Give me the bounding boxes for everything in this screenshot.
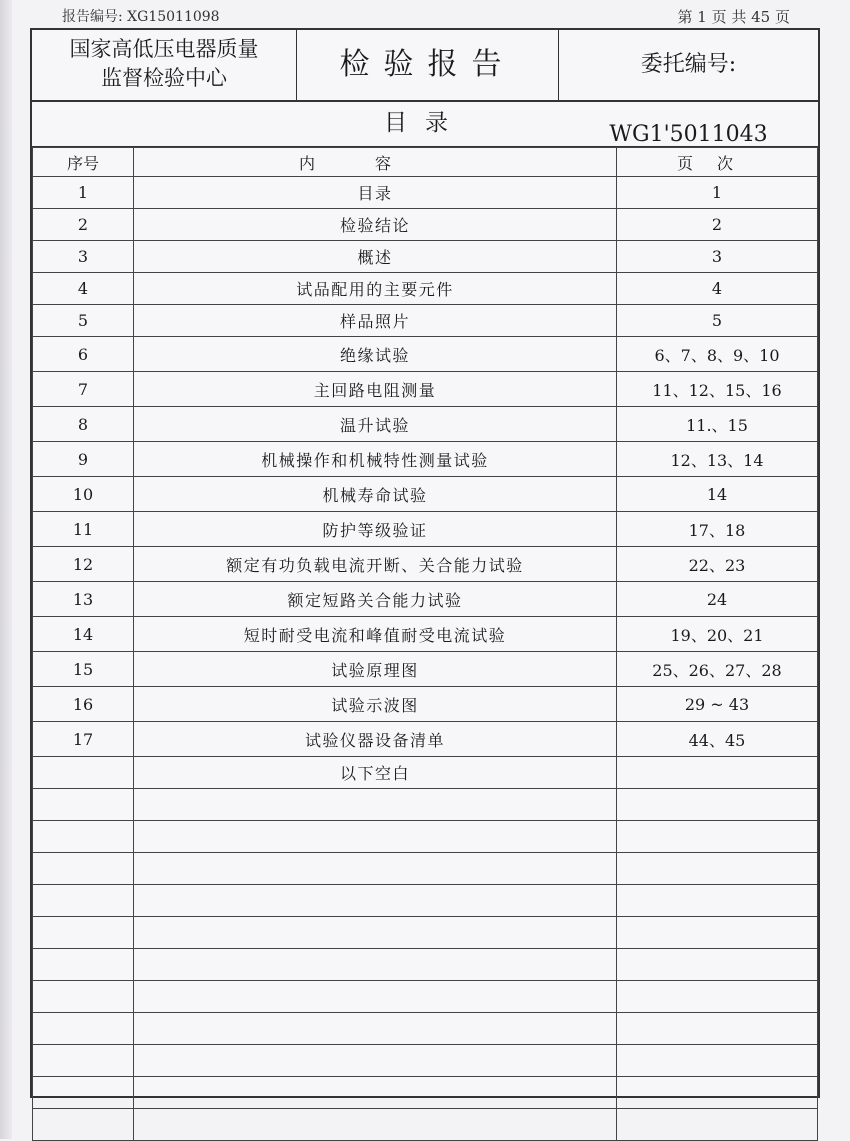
toc-row-content: 样品照片 xyxy=(134,305,617,337)
toc-row-pages: 5 xyxy=(617,305,818,337)
toc-row-pages: 2 xyxy=(617,209,818,241)
toc-row-pages: 17、18 xyxy=(617,512,818,547)
report-title: 检验报告 xyxy=(297,30,559,100)
blank-note: 以下空白 xyxy=(134,757,617,789)
toc-row xyxy=(33,241,818,273)
empty-row xyxy=(33,789,818,821)
toc-row xyxy=(33,442,818,477)
empty-row xyxy=(33,821,818,853)
empty-cell xyxy=(33,757,134,789)
toc-row-pages: 19、20、21 xyxy=(617,617,818,652)
toc-row xyxy=(33,652,818,687)
empty-row xyxy=(33,1013,818,1045)
toc-row xyxy=(33,687,818,722)
toc-row-no: 8 xyxy=(33,407,134,442)
empty-cell xyxy=(134,1013,617,1045)
toc-row-pages: 29 ~ 43 xyxy=(617,687,818,722)
empty-cell xyxy=(134,1045,617,1077)
toc-row xyxy=(33,273,818,305)
toc-row-content: 绝缘试验 xyxy=(134,337,617,372)
toc-row xyxy=(33,305,818,337)
empty-row xyxy=(33,853,818,885)
empty-cell xyxy=(33,1109,134,1141)
empty-cell xyxy=(617,789,818,821)
toc-row xyxy=(33,547,818,582)
toc-title: 目录 xyxy=(32,100,818,147)
empty-cell xyxy=(33,917,134,949)
toc-row xyxy=(33,617,818,652)
toc-row xyxy=(33,582,818,617)
empty-cell xyxy=(33,949,134,981)
binding-shadow xyxy=(0,0,12,1139)
empty-cell xyxy=(617,853,818,885)
empty-cell xyxy=(617,885,818,917)
toc-row-no: 13 xyxy=(33,582,134,617)
toc-row xyxy=(33,372,818,407)
empty-cell xyxy=(617,1109,818,1141)
empty-row xyxy=(33,1045,818,1077)
col-header-pages: 页次 xyxy=(617,148,818,177)
toc-row-no: 15 xyxy=(33,652,134,687)
toc-row-pages: 11、12、15、16 xyxy=(617,372,818,407)
toc-row-content: 额定有功负载电流开断、关合能力试验 xyxy=(134,547,617,582)
empty-cell xyxy=(134,1077,617,1109)
page-top-line xyxy=(62,4,790,26)
toc-row-content: 试验仪器设备清单 xyxy=(134,722,617,757)
toc-row-no: 6 xyxy=(33,337,134,372)
empty-cell xyxy=(134,949,617,981)
toc-row-no: 11 xyxy=(33,512,134,547)
toc-row-pages: 4 xyxy=(617,273,818,305)
organization-line-1: 国家高低压电器质量 xyxy=(69,37,259,61)
toc-row-content: 温升试验 xyxy=(134,407,617,442)
toc-row-pages: 24 xyxy=(617,582,818,617)
toc-body xyxy=(33,177,818,1141)
toc-row-content: 主回路电阻测量 xyxy=(134,372,617,407)
commission-number: 委托编号: WG1'5011043 xyxy=(609,52,768,147)
organization-line-2: 监督检验中心 xyxy=(101,66,227,90)
empty-cell xyxy=(617,917,818,949)
empty-cell xyxy=(134,917,617,949)
toc-row xyxy=(33,407,818,442)
empty-cell xyxy=(33,789,134,821)
empty-cell xyxy=(617,1045,818,1077)
empty-cell xyxy=(33,1013,134,1045)
empty-cell xyxy=(617,757,818,789)
empty-cell xyxy=(33,821,134,853)
empty-row xyxy=(33,1077,818,1109)
toc-row-pages: 11.、15 xyxy=(617,407,818,442)
empty-row xyxy=(33,981,818,1013)
toc-row-pages: 1 xyxy=(617,177,818,209)
toc-row-pages: 14 xyxy=(617,477,818,512)
empty-cell xyxy=(617,949,818,981)
toc-row xyxy=(33,177,818,209)
empty-cell xyxy=(617,981,818,1013)
empty-cell xyxy=(134,885,617,917)
toc-row-no: 16 xyxy=(33,687,134,722)
toc-row xyxy=(33,477,818,512)
toc-row-content: 额定短路关合能力试验 xyxy=(134,582,617,617)
report-frame xyxy=(30,28,820,1098)
toc-row-no: 1 xyxy=(33,177,134,209)
toc-row-pages: 12、13、14 xyxy=(617,442,818,477)
empty-row xyxy=(33,917,818,949)
toc-row-no: 7 xyxy=(33,372,134,407)
toc-row-pages: 22、23 xyxy=(617,547,818,582)
toc-row-no: 5 xyxy=(33,305,134,337)
toc-row-content: 短时耐受电流和峰值耐受电流试验 xyxy=(134,617,617,652)
toc-row xyxy=(33,209,818,241)
toc-row-no: 4 xyxy=(33,273,134,305)
toc-table xyxy=(32,147,818,1141)
toc-row-no: 9 xyxy=(33,442,134,477)
toc-row-content: 试验原理图 xyxy=(134,652,617,687)
toc-row xyxy=(33,337,818,372)
toc-row-pages: 3 xyxy=(617,241,818,273)
empty-cell xyxy=(33,853,134,885)
empty-cell xyxy=(134,789,617,821)
toc-row-no: 2 xyxy=(33,209,134,241)
toc-row-pages: 44、45 xyxy=(617,722,818,757)
empty-row xyxy=(33,885,818,917)
empty-cell xyxy=(33,885,134,917)
empty-cell xyxy=(134,821,617,853)
toc-row-pages: 6、7、8、9、10 xyxy=(617,337,818,372)
toc-row-pages: 25、26、27、28 xyxy=(617,652,818,687)
empty-cell xyxy=(617,1077,818,1109)
toc-row-content: 概述 xyxy=(134,241,617,273)
empty-row xyxy=(33,1109,818,1141)
empty-cell xyxy=(33,1077,134,1109)
toc-row-no: 12 xyxy=(33,547,134,582)
toc-row-content: 目录 xyxy=(134,177,617,209)
toc-row xyxy=(33,512,818,547)
organization-name xyxy=(32,30,297,100)
toc-row-content: 检验结论 xyxy=(134,209,617,241)
toc-row-no: 10 xyxy=(33,477,134,512)
empty-cell xyxy=(134,1109,617,1141)
col-header-content: 内容 xyxy=(134,148,617,177)
toc-row xyxy=(33,722,818,757)
toc-row-content: 试验示波图 xyxy=(134,687,617,722)
toc-blank-note-row xyxy=(33,757,818,789)
toc-row-content: 机械操作和机械特性测量试验 xyxy=(134,442,617,477)
empty-cell xyxy=(617,1013,818,1045)
empty-row xyxy=(33,949,818,981)
toc-row-no: 3 xyxy=(33,241,134,273)
col-header-no: 序号 xyxy=(33,148,134,177)
toc-row-content: 试品配用的主要元件 xyxy=(134,273,617,305)
toc-row-content: 防护等级验证 xyxy=(134,512,617,547)
empty-cell xyxy=(617,821,818,853)
report-number: 报告编号: XG15011098 xyxy=(62,9,220,25)
empty-cell xyxy=(134,981,617,1013)
toc-header-row xyxy=(33,148,818,177)
empty-cell xyxy=(33,981,134,1013)
empty-cell xyxy=(134,853,617,885)
toc-row-no: 17 xyxy=(33,722,134,757)
toc-row-content: 机械寿命试验 xyxy=(134,477,617,512)
toc-row-no: 14 xyxy=(33,617,134,652)
page-count: 第 1 页 共 45 页 xyxy=(677,8,790,26)
empty-cell xyxy=(33,1045,134,1077)
